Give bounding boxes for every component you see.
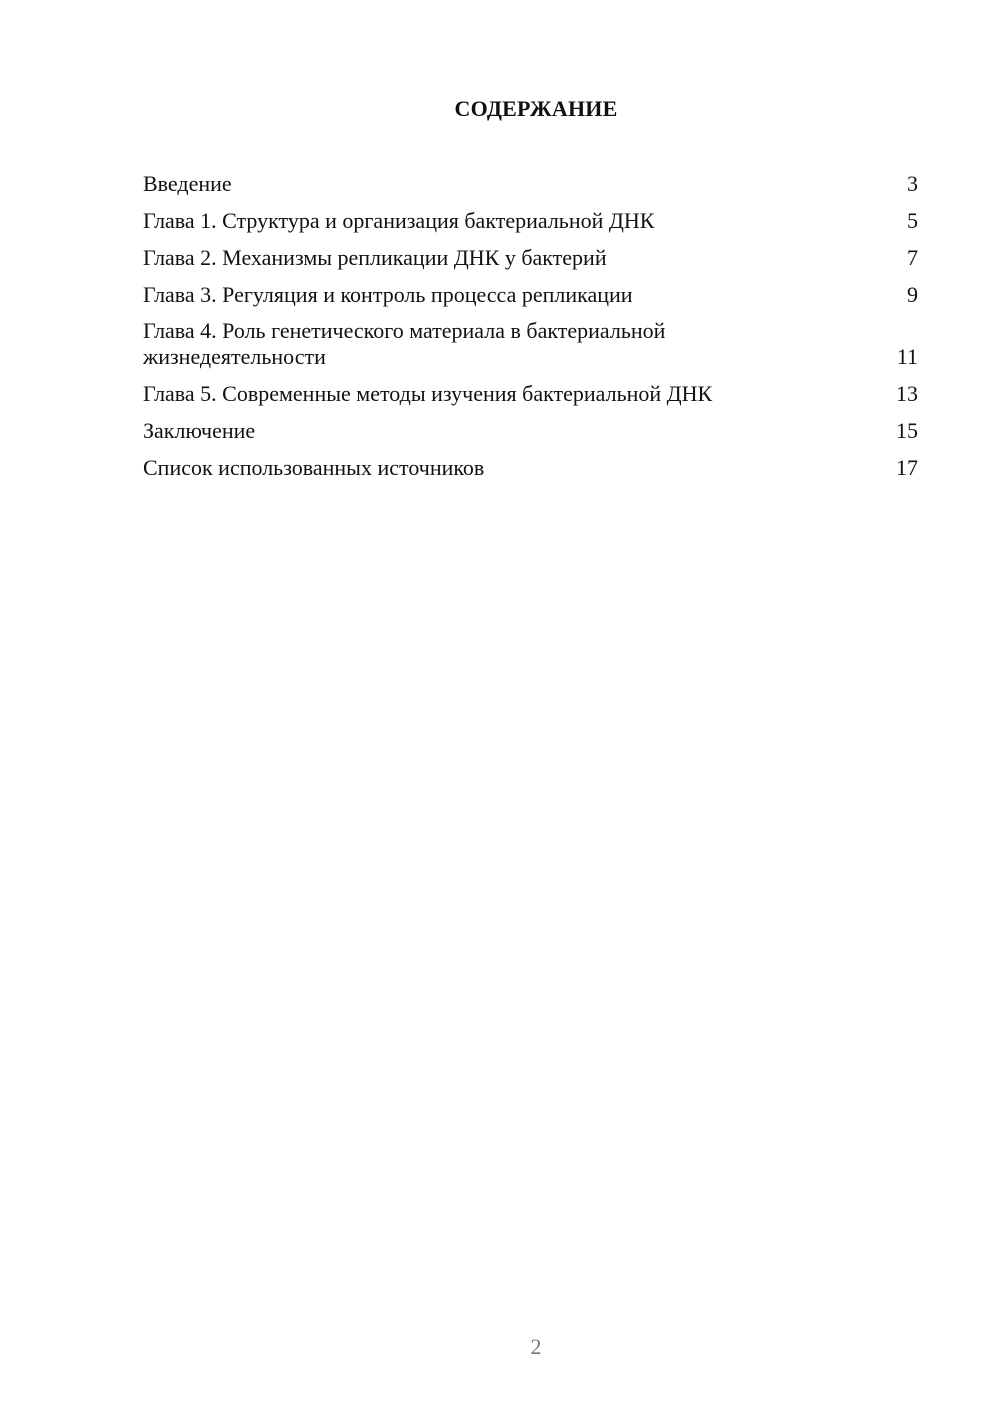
toc-entry-chapter-3	[143, 282, 918, 308]
toc-entry-chapter-1	[143, 208, 918, 234]
toc-entry-page: 13	[896, 381, 918, 406]
toc-entry-page: 9	[907, 282, 918, 307]
toc-entry-text: Глава 5. Современные методы изучения бактериальной ДНК	[143, 381, 713, 406]
toc-list	[143, 171, 918, 481]
toc-entry-conclusion	[143, 418, 918, 444]
toc-entry-chapter-2	[143, 245, 918, 271]
toc-entry-text: Глава 3. Регуляция и контроль процесса репликации	[143, 282, 633, 307]
toc-entry-text: Введение	[143, 171, 232, 196]
toc-entry-references	[143, 455, 918, 481]
toc-entry-page: 3	[907, 171, 918, 196]
toc-entry-page: 7	[907, 245, 918, 270]
toc-title: СОДЕРЖАНИЕ	[454, 96, 618, 121]
toc-entry-text: Список использованных источников	[143, 455, 485, 480]
toc-entry-introduction	[143, 171, 918, 197]
toc-entry-text: Глава 1. Структура и организация бактериальной ДНК	[143, 208, 655, 233]
toc-entry-text: Заключение	[143, 418, 256, 443]
toc-entry-chapter-5	[143, 381, 918, 407]
toc-entry-chapter-4	[143, 318, 918, 370]
toc-entry-page: 5	[907, 208, 918, 233]
toc-entry-page: 15	[896, 418, 918, 443]
page-number: 2	[530, 1334, 542, 1359]
toc-entry-page: 11	[896, 344, 918, 369]
toc-entry-page: 17	[896, 455, 918, 480]
toc-entry-text: Глава 2. Механизмы репликации ДНК у бактерий	[143, 245, 607, 270]
toc-entry-text: Глава 4. Роль генетического материала в бактериальной жизнедеятельности	[143, 318, 666, 369]
